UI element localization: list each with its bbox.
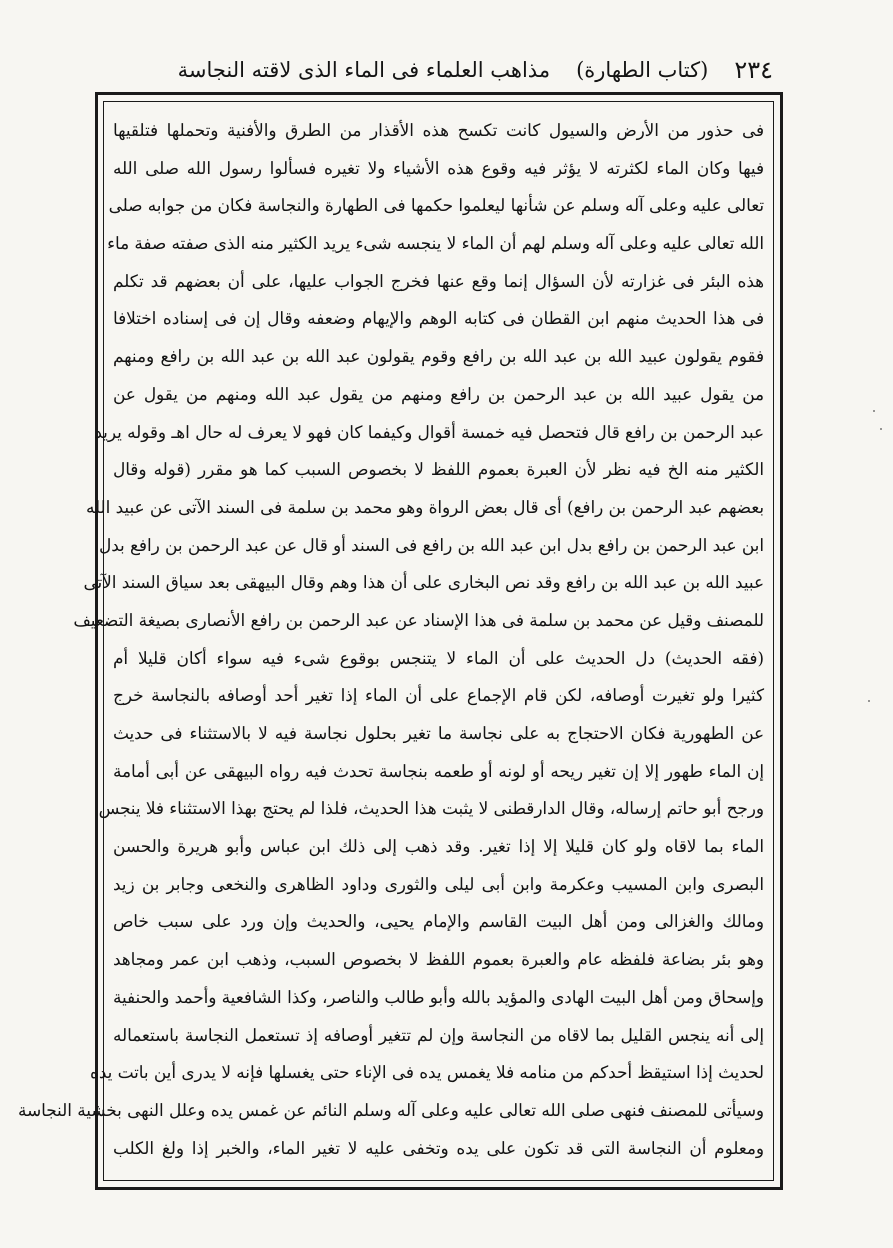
text-line: فقوم يقولون عبيد الله بن عبد الله بن رافع وقوم يقولون عبد الله بن عبد الله بن رافع ومنهم: [113, 346, 764, 367]
text-line: للمصنف وقيل عن محمد بن سلمة فى هذا الإسناد عن عبد الرحمن بن رافع الأنصارى بصيغة التضعيف: [73, 609, 764, 630]
text-line: فى هذا الحديث منهم ابن القطان فى كتابه الوهم والإيهام وضعفه وقال إن فى إسناده اختلافا: [113, 308, 764, 329]
scan-speck: [873, 410, 875, 412]
text-body: [18, 112, 764, 1172]
text-line: تعالى عليه وعلى آله وسلم عن شأنها ليعلموا حكمها فى الطهارة والنجاسة فكان من جوابه صلى: [108, 195, 764, 216]
text-line: فيها وكان الماء لكثرته لا يؤثر فيه وقوع هذه الأشياء ولا تغيره فسألوا رسول الله صلى الله: [113, 157, 764, 178]
text-line: هذه البئر فى غزارته لأن السؤال إنما وقع عنها فخرج الجواب عليها، على أن بعضهم قد تكلم: [113, 270, 764, 291]
text-line: فى حذور من الأرض والسيول كانت تكسح هذه الأقذار من الطرق والأفنية وتحملها فتلقيها: [113, 120, 764, 140]
text-line: كثيرا ولو تغيرت أوصافه، لكن قام الإجماع على أن الماء إذا تغير أحد أوصافه بالنجاسة خرج: [113, 685, 764, 706]
text-line: وهو بئر بضاعة فلفظه عام والعبرة بعموم اللفظ لا بخصوص السبب، وذهب ابن عمر ومجاهد: [113, 949, 764, 970]
text-line: البصرى وابن المسيب وعكرمة وابن أبى ليلى والثورى وداود الظاهرى والنخعى وجابر بن زيد: [113, 873, 764, 894]
text-line: إن الماء طهور إلا إن تغير ريحه أو لونه أو طعمه بنجاسة تحدث فيه رواه البيهقى عن أبى أمامة: [113, 760, 764, 781]
book-title: (كتاب الطهارة): [576, 58, 709, 82]
page-number: ٢٣٤: [734, 56, 773, 84]
chapter-title: مذاهب العلماء فى الماء الذى لاقته النجاسة: [177, 58, 551, 82]
text-line: الكثير منه الخ فيه نظر لأن العبرة بعموم اللفظ لا بخصوص السبب كما هو مقرر (قوله وقال: [113, 459, 764, 480]
text-line: الله تعالى عليه وعلى آله وسلم لهم أن الماء لا ينجسه شىء يريد الكثير منه الذى صفته صفة ماء: [107, 233, 764, 254]
text-line: الماء بما لاقاه ولو كان قليلا إلا إذا تغير. وقد ذهب إلى ذلك ابن عباس وأبو هريرة والحسن: [113, 836, 764, 857]
text-line: ومالك والغزالى ومن أهل البيت القاسم والإمام يحيى، والحديث وإن ورد على سبب خاص: [113, 911, 764, 932]
text-line: ومعلوم أن النجاسة التى قد تكون على يده وتخفى عليه لا تغير الماء، والخبر إذا ولغ الكلب: [113, 1137, 764, 1158]
text-line: عبيد الله بن عبد الله بن رافع وقد نص البخارى على أن هذا وهم وقال البيهقى بعد سياق السند الآتى: [83, 572, 764, 593]
text-line: من يقول عبيد الله بن عبد الرحمن بن رافع ومنهم من يقول عبد الله ومنهم من يقول عن: [113, 383, 764, 404]
running-header: [177, 48, 773, 92]
text-line: ورجح أبو حاتم إرساله، وقال الدارقطنى لا يثبت هذا الحديث، فلذا لم يحتج بهذا الاستثناء فلا ينجس: [98, 798, 764, 819]
text-line: ابن عبد الرحمن بن رافع بدل ابن عبد الله بن رافع فى السند أو قال عن عبد الرحمن بن رافع بدل: [99, 534, 764, 555]
text-line: لحديث إذا استيقظ أحدكم من منامه فلا يغمس يده فى الإناء حتى يغسلها فإنه لا يدرى أين باتت يده: [90, 1062, 764, 1083]
text-line: بعضهم عبد الرحمن بن رافع) أى قال بعض الرواة وهو محمد بن سلمة فى السند الآتى عن عبيد الله: [85, 496, 764, 517]
text-line: عن الطهورية فكان الاحتجاج به على نجاسة ما تغير بحلول نجاسة فيه لا بالاستثناء فى حديث: [113, 723, 764, 743]
text-line: (فقه الحديث) دل الحديث على أن الماء لا يتنجس بوقوع شىء فيه سواء أكان قليلا أم: [113, 647, 764, 668]
scan-speck: [880, 428, 882, 430]
text-line: وإسحاق ومن أهل البيت الهادى والمؤيد بالله وأبو طالب والناصر، وكذا الشافعية وأحمد والحنفية: [113, 986, 764, 1007]
scan-speck: [868, 700, 870, 702]
text-line: وسيأتى للمصنف فنهى صلى الله تعالى عليه وعلى آله وسلم النائم عن غمس يده وعلل النهى بخشية النجاسة: [18, 1099, 764, 1120]
text-line: إلى أنه ينجس القليل بما لاقاه من النجاسة وإن لم تتغير أوصافه إذ تستعمل النجاسة باستعماله: [113, 1024, 764, 1045]
text-line: عبد الرحمن بن رافع قال فتحصل فيه خمسة أقوال وكيفما كان فهو لا يعرف له حال اهـ وقوله يريد: [94, 421, 764, 442]
